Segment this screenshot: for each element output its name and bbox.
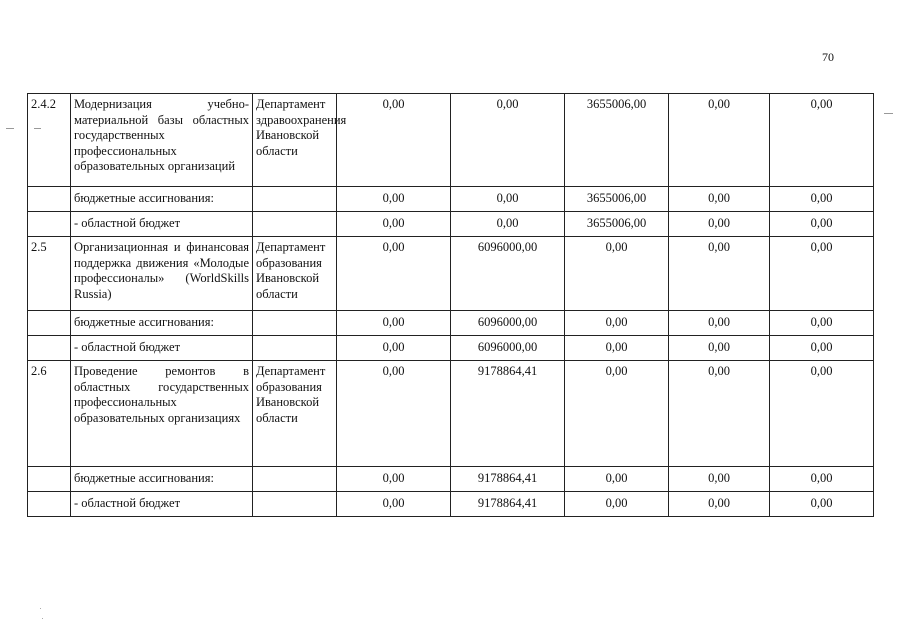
table-row-2-6 bbox=[28, 361, 874, 467]
table-row-2-5 bbox=[28, 237, 874, 311]
row-value: 0,00 bbox=[565, 492, 669, 517]
table-row-regional-budget bbox=[28, 492, 874, 517]
row-value: 0,00 bbox=[669, 311, 770, 336]
row-name: - областной бюджет bbox=[71, 492, 253, 517]
table-row-regional-budget bbox=[28, 336, 874, 361]
row-value: 0,00 bbox=[451, 94, 565, 187]
row-code: 2.4.2 bbox=[28, 94, 71, 187]
row-value: 0,00 bbox=[770, 311, 874, 336]
row-value: 0,00 bbox=[770, 336, 874, 361]
row-value: 0,00 bbox=[770, 187, 874, 212]
table-row-allocations bbox=[28, 187, 874, 212]
row-value: 9178864,41 bbox=[451, 492, 565, 517]
row-value: 6096000,00 bbox=[451, 336, 565, 361]
row-value: 0,00 bbox=[337, 492, 451, 517]
row-executor bbox=[253, 467, 337, 492]
row-value: 0,00 bbox=[669, 336, 770, 361]
row-value: 0,00 bbox=[565, 336, 669, 361]
budget-table bbox=[27, 93, 874, 517]
row-code bbox=[28, 336, 71, 361]
row-name: Проведение ремонтов в областных государственных профессиональных образовательных организациях bbox=[71, 361, 253, 467]
row-name: Организационная и финансовая поддержка движения «Молодые профессионалы» (WorldSkills Russia) bbox=[71, 237, 253, 311]
row-value: 9178864,41 bbox=[451, 467, 565, 492]
row-executor: Департамент образования Ивановской области bbox=[253, 361, 337, 467]
row-value: 0,00 bbox=[337, 336, 451, 361]
scan-mark-right bbox=[884, 113, 893, 114]
row-value: 3655006,00 bbox=[565, 187, 669, 212]
row-name: - областной бюджет bbox=[71, 212, 253, 237]
row-value: 0,00 bbox=[565, 361, 669, 467]
row-value: 0,00 bbox=[770, 361, 874, 467]
row-value: 0,00 bbox=[669, 492, 770, 517]
row-code bbox=[28, 492, 71, 517]
row-code bbox=[28, 311, 71, 336]
row-value: 0,00 bbox=[770, 94, 874, 187]
row-executor: Департамент здравоохранения Ивановской области bbox=[253, 94, 337, 187]
row-executor bbox=[253, 336, 337, 361]
row-executor: Департамент образования Ивановской области bbox=[253, 237, 337, 311]
row-value: 0,00 bbox=[565, 311, 669, 336]
row-name: бюджетные ассигнования: bbox=[71, 187, 253, 212]
table-row-allocations bbox=[28, 467, 874, 492]
row-value: 0,00 bbox=[669, 187, 770, 212]
row-name: бюджетные ассигнования: bbox=[71, 467, 253, 492]
scan-speck bbox=[42, 618, 43, 619]
row-value: 0,00 bbox=[565, 237, 669, 311]
row-value: 0,00 bbox=[669, 467, 770, 492]
row-code: 2.5 bbox=[28, 237, 71, 311]
row-value: 3655006,00 bbox=[565, 94, 669, 187]
row-code bbox=[28, 187, 71, 212]
row-value: 0,00 bbox=[565, 467, 669, 492]
row-value: 0,00 bbox=[337, 212, 451, 237]
table-row-2-4-2 bbox=[28, 94, 874, 187]
scan-mark-left-inner bbox=[34, 128, 41, 129]
row-value: 3655006,00 bbox=[565, 212, 669, 237]
row-value: 0,00 bbox=[337, 361, 451, 467]
row-executor bbox=[253, 212, 337, 237]
row-value: 6096000,00 bbox=[451, 237, 565, 311]
table-row-regional-budget bbox=[28, 212, 874, 237]
row-value: 0,00 bbox=[770, 212, 874, 237]
row-value: 0,00 bbox=[770, 237, 874, 311]
row-value: 0,00 bbox=[669, 212, 770, 237]
row-code bbox=[28, 467, 71, 492]
row-value: 0,00 bbox=[669, 94, 770, 187]
row-code bbox=[28, 212, 71, 237]
row-name: бюджетные ассигнования: bbox=[71, 311, 253, 336]
row-code: 2.6 bbox=[28, 361, 71, 467]
row-value: 0,00 bbox=[770, 467, 874, 492]
table-row-allocations bbox=[28, 311, 874, 336]
page-number: 70 bbox=[822, 50, 834, 64]
scan-mark-left bbox=[6, 128, 14, 129]
row-value: 0,00 bbox=[337, 237, 451, 311]
row-value: 0,00 bbox=[669, 361, 770, 467]
row-value: 0,00 bbox=[337, 94, 451, 187]
row-value: 0,00 bbox=[337, 467, 451, 492]
row-value: 6096000,00 bbox=[451, 311, 565, 336]
scan-speck bbox=[40, 608, 41, 609]
row-value: 9178864,41 bbox=[451, 361, 565, 467]
row-name: Модернизация учебно-материальной базы областных государственных профессиональных образовательных организаций bbox=[71, 94, 253, 187]
row-value: 0,00 bbox=[337, 311, 451, 336]
row-executor bbox=[253, 492, 337, 517]
row-executor bbox=[253, 187, 337, 212]
row-value: 0,00 bbox=[451, 212, 565, 237]
row-value: 0,00 bbox=[669, 237, 770, 311]
row-executor bbox=[253, 311, 337, 336]
row-value: 0,00 bbox=[337, 187, 451, 212]
row-value: 0,00 bbox=[451, 187, 565, 212]
row-value: 0,00 bbox=[770, 492, 874, 517]
row-name: - областной бюджет bbox=[71, 336, 253, 361]
